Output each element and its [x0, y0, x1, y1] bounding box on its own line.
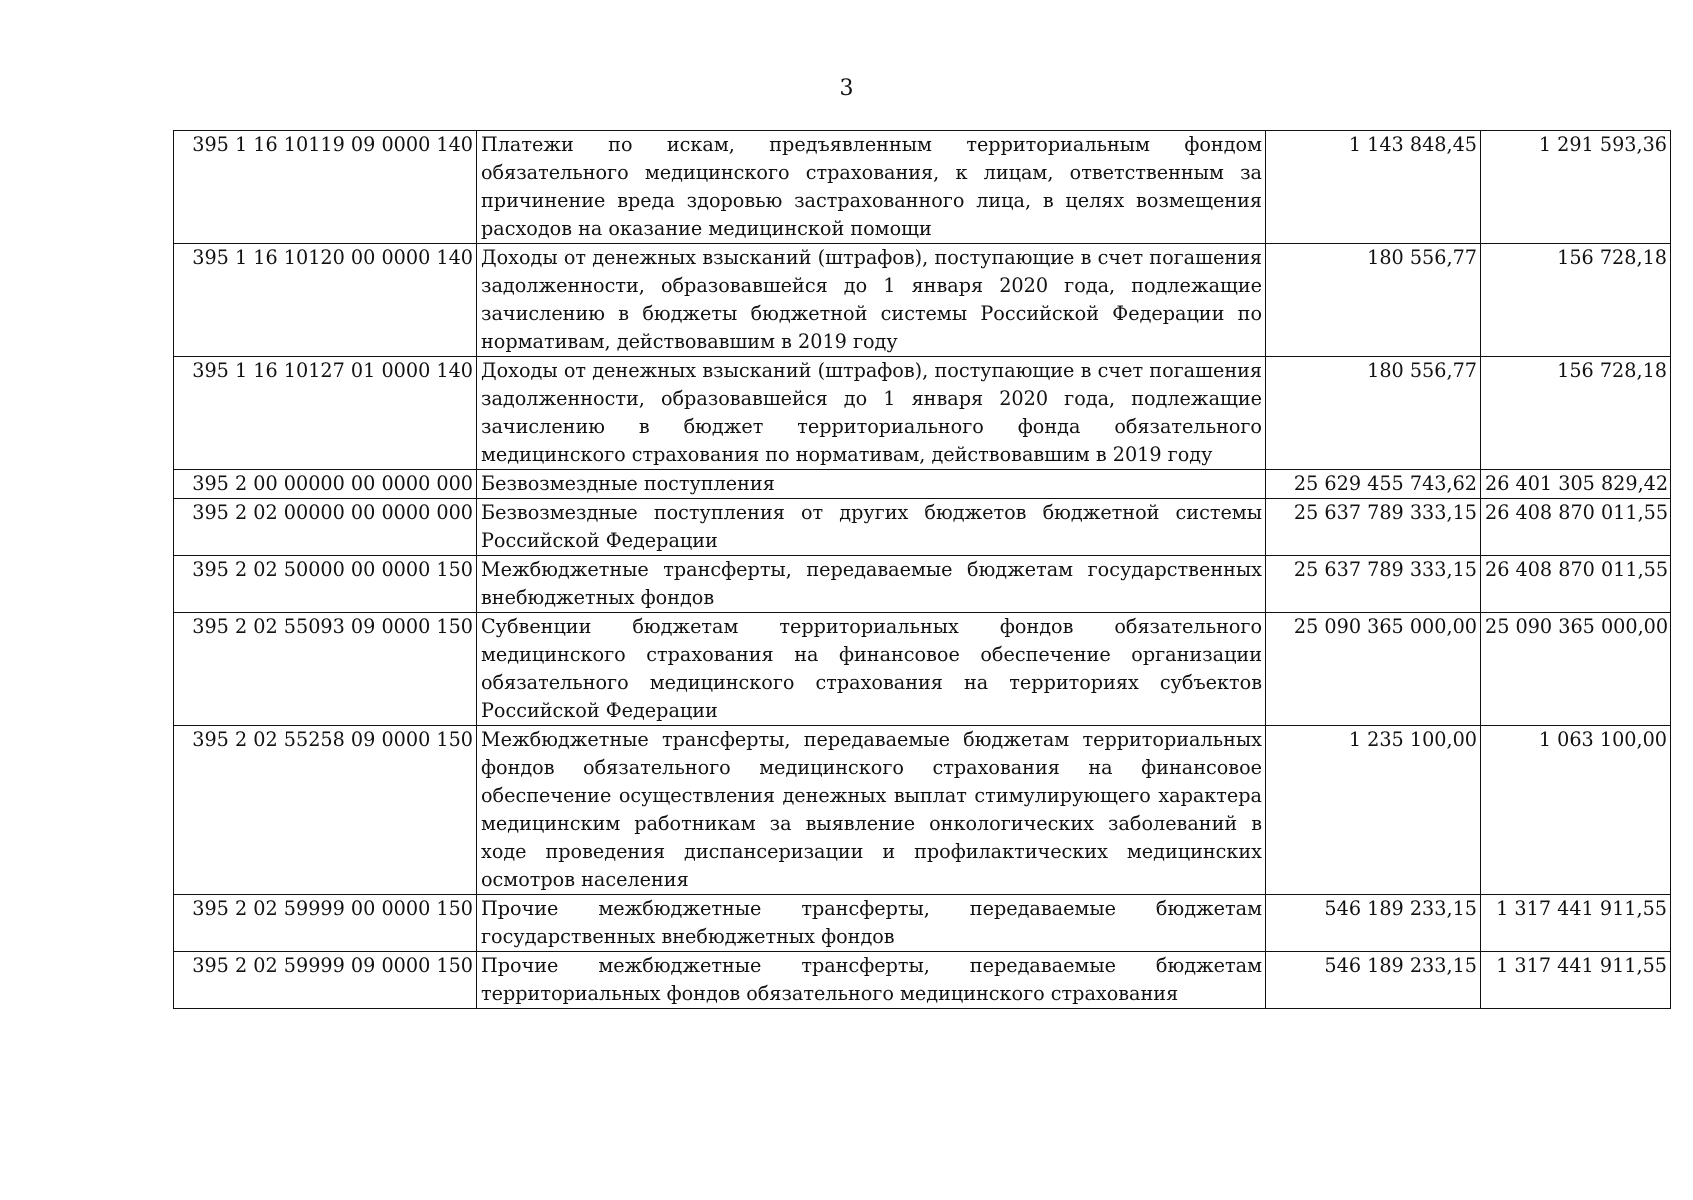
amount-year-1: 546 189 233,15 — [1266, 952, 1481, 1009]
amount-year-2: 26 408 870 011,55 — [1481, 556, 1671, 613]
revenue-name: Безвозмездные поступления от других бюджетов бюджетной системы Российской Федерации — [477, 499, 1266, 556]
table-row — [174, 895, 1671, 952]
amount-year-2: 26 408 870 011,55 — [1481, 499, 1671, 556]
table-row — [174, 499, 1671, 556]
amount-year-1: 25 629 455 743,62 — [1266, 470, 1481, 499]
amount-year-1: 546 189 233,15 — [1266, 895, 1481, 952]
budget-code: 395 2 02 59999 09 0000 150 — [174, 952, 477, 1009]
amount-year-2: 1 063 100,00 — [1481, 726, 1671, 895]
table-row — [174, 470, 1671, 499]
table-row — [174, 613, 1671, 726]
table-row — [174, 357, 1671, 470]
budget-code: 395 1 16 10120 00 0000 140 — [174, 244, 477, 357]
amount-year-1: 1 143 848,45 — [1266, 131, 1481, 244]
amount-year-2: 156 728,18 — [1481, 244, 1671, 357]
budget-code: 395 1 16 10119 09 0000 140 — [174, 131, 477, 244]
amount-year-2: 1 317 441 911,55 — [1481, 952, 1671, 1009]
amount-year-1: 25 090 365 000,00 — [1266, 613, 1481, 726]
amount-year-2: 26 401 305 829,42 — [1481, 470, 1671, 499]
budget-code: 395 2 02 59999 00 0000 150 — [174, 895, 477, 952]
revenue-name: Субвенции бюджетам территориальных фондов обязательного медицинского страхования на финансовое обеспечение организации обязательного медицинского страхования на территориях субъектов Российской Федерации — [477, 613, 1266, 726]
amount-year-1: 180 556,77 — [1266, 357, 1481, 470]
revenue-name: Платежи по искам, предъявленным территориальным фондом обязательного медицинского страхования, к лицам, ответственным за причинение вреда здоровью застрахованного лица, в целях возмещения расходов на оказание медицинской помощи — [477, 131, 1266, 244]
page-number: 3 — [839, 76, 854, 101]
budget-code: 395 2 02 50000 00 0000 150 — [174, 556, 477, 613]
budget-code: 395 2 02 55093 09 0000 150 — [174, 613, 477, 726]
budget-revenue-table — [173, 130, 1671, 1009]
amount-year-2: 1 291 593,36 — [1481, 131, 1671, 244]
amount-year-1: 1 235 100,00 — [1266, 726, 1481, 895]
table-row — [174, 952, 1671, 1009]
revenue-name: Межбюджетные трансферты, передаваемые бюджетам территориальных фондов обязательного медицинского страхования на финансовое обеспечение осуществления денежных выплат стимулирующего характера медицинским работникам за выявление онкологических заболеваний в ходе проведения диспансеризации и профилактических медицинских осмотров населения — [477, 726, 1266, 895]
revenue-name: Прочие межбюджетные трансферты, передаваемые бюджетам государственных внебюджетных фондов — [477, 895, 1266, 952]
amount-year-2: 25 090 365 000,00 — [1481, 613, 1671, 726]
amount-year-1: 25 637 789 333,15 — [1266, 556, 1481, 613]
revenue-name: Прочие межбюджетные трансферты, передаваемые бюджетам территориальных фондов обязательного медицинского страхования — [477, 952, 1266, 1009]
amount-year-2: 156 728,18 — [1481, 357, 1671, 470]
table-row — [174, 726, 1671, 895]
revenue-name: Безвозмездные поступления — [477, 470, 1266, 499]
revenue-name: Доходы от денежных взысканий (штрафов), поступающие в счет погашения задолженности, образовавшейся до 1 января 2020 года, подлежащие зачислению в бюджеты бюджетной системы Российской Федерации по нормативам, действовавшим в 2019 году — [477, 244, 1266, 357]
budget-code: 395 1 16 10127 01 0000 140 — [174, 357, 477, 470]
table-row — [174, 244, 1671, 357]
budget-code: 395 2 02 00000 00 0000 000 — [174, 499, 477, 556]
amount-year-1: 25 637 789 333,15 — [1266, 499, 1481, 556]
table-row — [174, 131, 1671, 244]
revenue-name: Межбюджетные трансферты, передаваемые бюджетам государственных внебюджетных фондов — [477, 556, 1266, 613]
amount-year-1: 180 556,77 — [1266, 244, 1481, 357]
table-row — [174, 556, 1671, 613]
revenue-name: Доходы от денежных взысканий (штрафов), поступающие в счет погашения задолженности, образовавшейся до 1 января 2020 года, подлежащие зачислению в бюджет территориального фонда обязательного медицинского страхования по нормативам, действовавшим в 2019 году — [477, 357, 1266, 470]
amount-year-2: 1 317 441 911,55 — [1481, 895, 1671, 952]
budget-code: 395 2 02 55258 09 0000 150 — [174, 726, 477, 895]
budget-code: 395 2 00 00000 00 0000 000 — [174, 470, 477, 499]
